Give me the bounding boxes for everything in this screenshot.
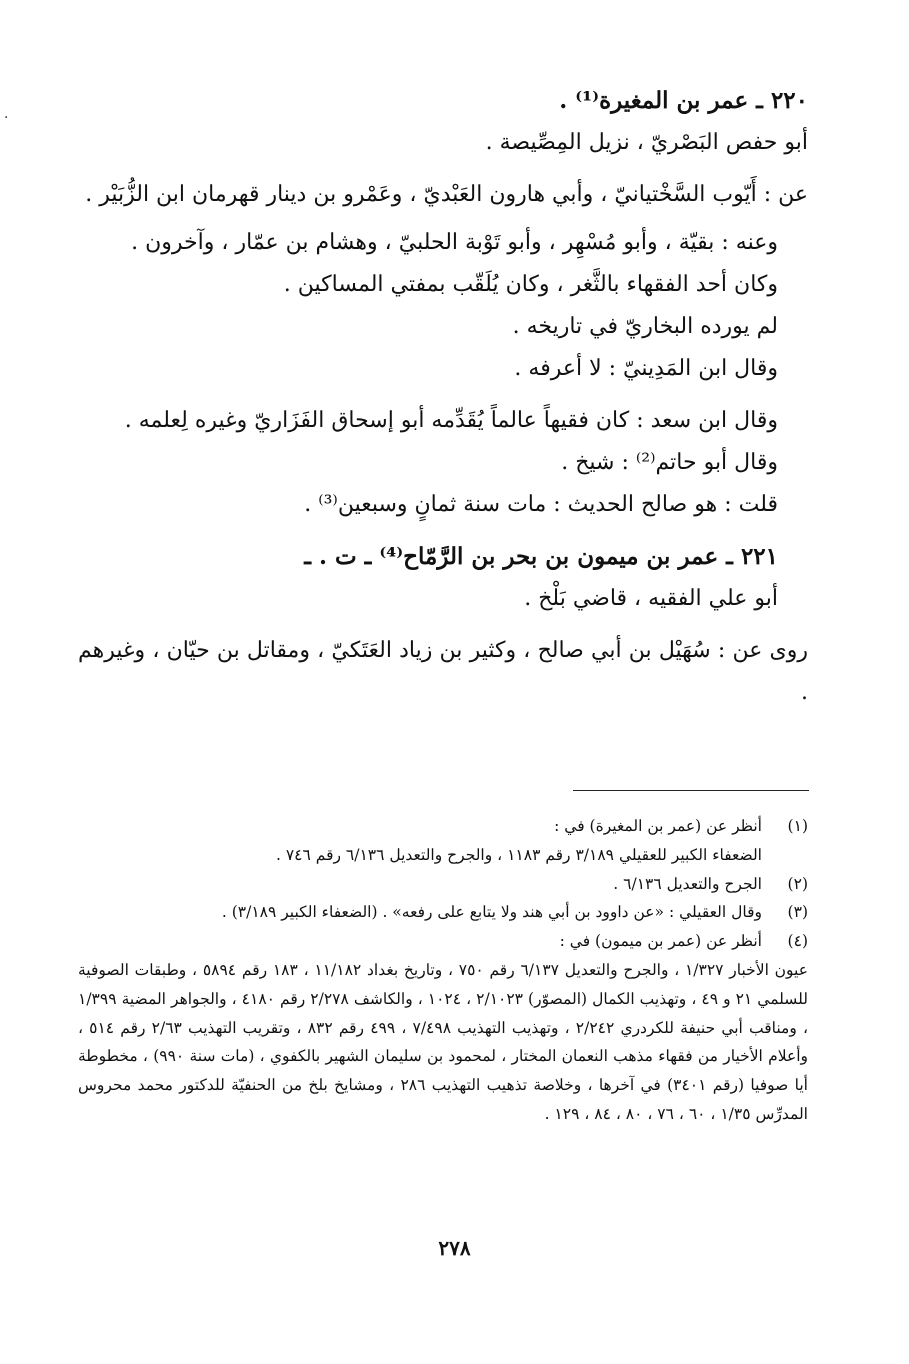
footnote [78,812,808,870]
entry-heading: ٢٢٠ ـ عمر بن المغيرة⁽¹⁾ . [559,87,808,114]
entry-line: عن : أَيّوب السَّخْتيانيّ ، وأبي هارون العَبْديّ ، وعَمْرو بن دينار قهرمان ابن الزُّبَيْر . [85,182,808,207]
footnote-divider [573,790,809,791]
margin-mark: · [4,110,9,126]
entry-line: وعنه : بقيّة ، وأبو مُسْهِر ، وأبو تَوْبة الحلبيّ ، وهشام بن عمّار ، وآخرون . [131,230,778,255]
footnote-number: (٣) [787,903,808,922]
footnote-number: (٢) [787,874,808,893]
footnote-line: الجرح والتعديل ٦/١٣٦ . [613,874,762,893]
footnote [78,870,808,899]
footnote-number: (١) [787,817,808,835]
entry-heading: ٢٢١ ـ عمر بن ميمون بن بحر بن الرَّمّاح⁽⁴⁾ ـ ت . ـ [304,543,778,570]
footnote-number: (٤) [787,932,808,951]
footnote-line: أنظر عن (عمر بن المغيرة) في : [554,817,762,835]
footnote-line: أنظر عن (عمر بن ميمون) في : [559,932,762,951]
footnote-continuation: عيون الأخبار ١/٣٢٧ ، والجرح والتعديل ٦/١٣٧ رقم ٧٥٠ ، وتاريخ بغداد ١١/١٨٢ ، ١٨٣ رقم ٥٨٩٤ ، وطبقات الصوفية للسلمي ٢١ و ٤٩ ، وتهذيب الكمال (المصوّر) ٢/١٠٢٣ ، ١٠٢٤ ، والكاشف ٢/٢٧٨ رقم ٤١٨٠ ، والجواهر المضية ١/٣٩٩ ، ومناقب أبي حنيفة للكردري ٢/٢٤٢ ، وتهذيب التهذيب ٧/٤٩٨ ، ٤٩٩ رقم ٨٣٢ ، وتقريب التهذيب ٢/٦٣ رقم ٥١٤ ، وأعلام الأخيار من فقهاء مذهب النعمان المختار ، لمحمود بن سليمان الشهير بالكفوي ، (مات سنة ٩٩٠) ، مخطوطة أيا صوفيا (رقم ٣٤٠١) في آخرها ، وخلاصة تذهيب التهذيب ٢٨٦ ، ومشايخ بلخ من الحنفيّة للدكتور محمد محروس المدرِّس ١/٣٥ ، ٦٠ ، ٧٦ ، ٨٠ ، ٨٤ ، ١٢٩ . [78,960,808,1123]
entry-line: وقال أبو حاتم⁽²⁾ : شيخ . [561,450,778,475]
entry-line: وكان أحد الفقهاء بالثَّغر ، وكان يُلَقّب بمفتي المساكين . [283,272,778,297]
entry-line: قلت : هو صالح الحديث : مات سنة ثمانٍ وسبعين⁽³⁾ . [304,492,778,517]
entry-line: روى عن : سُهَيْل بن أبي صالح ، وكثير بن زياد العَتَكيّ ، ومقاتل بن حيّان ، وغيرهم . [78,638,808,705]
footnote [78,927,808,956]
entry-line: وقال ابن المَدِينيّ : لا أعرفه . [514,356,778,381]
main-text [78,80,808,714]
entry-line: أبو علي الفقيه ، قاضي بَلْخ . [524,586,778,611]
entry-line: أبو حفص البَصْريّ ، نزيل المِصِّيصة . [485,130,808,155]
page-number: ٢٧٨ [438,1236,471,1260]
footnote [78,898,808,927]
entry-line: لم يورده البخاريّ في تاريخه . [512,314,778,339]
footnote-line: الضعفاء الكبير للعقيلي ٣/١٨٩ رقم ١١٨٣ ، والجرح والتعديل ٦/١٣٦ رقم ٧٤٦ . [275,845,762,864]
entry-line: وقال ابن سعد : كان فقيهاً عالماً يُقَدِّمه أبو إسحاق الفَزَاريّ وغيره لِعلمه . [124,408,778,433]
footnotes [78,812,808,1129]
footnote-line: وقال العقيلي : «عن داوود بن أبي هند ولا يتابع على رفعه» . (الضعفاء الكبير ٣/١٨٩) . [221,903,762,922]
